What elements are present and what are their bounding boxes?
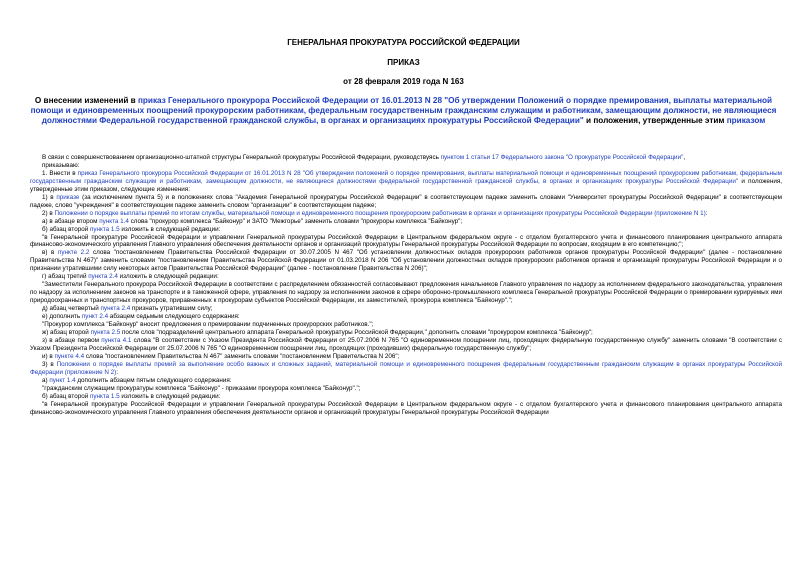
paragraph-text: после слов "подразделений центрального аппарата Генеральной прокуратуры Российской Федерации," дополнить словами "прокурором комплекса "Байконур"; <box>120 328 593 336</box>
document-body <box>30 154 782 416</box>
paragraph-text: изложить в следующей редакции: <box>119 392 221 400</box>
paragraph-text: а) в абзаце втором <box>42 217 100 225</box>
paragraph-text: слова "прокурор комплекса "Байконур" и ЗАТО "Межгорье" заменить словами "прокуроры комплекса "Байконур"; <box>128 217 463 225</box>
paragraph <box>30 361 782 377</box>
paragraph-link[interactable]: пункт 2.4 <box>81 313 109 321</box>
paragraph-link[interactable]: Положении о порядке выплаты премий по итогам службы, материальной помощи и единовременного поощрения прокурорским работникам в органах и организациях прокуратуры Российской Федерации (приложение N 1) <box>54 209 706 217</box>
paragraph-text: б) абзац второй <box>42 392 90 400</box>
paragraph-text: : <box>705 209 708 217</box>
paragraph-link[interactable]: пункта 2.4 <box>88 273 118 281</box>
paragraph-link[interactable]: приказ Генерального прокурора Российской Федерации от 16.01.2013 N 28 "Об утверждении положений о порядке премирования, выплаты материальной помощи и единовременных поощрений прокурорским работникам, федеральным государственным гражданским служащим и работникам, замещающим должности, не являющиеся должностями федеральной государственной гражданской службы, в органах и организациях прокуратуры Российской Федерации" <box>30 169 782 185</box>
paragraph <box>30 218 782 226</box>
paragraph-text: г) абзац третий <box>42 273 89 281</box>
paragraph-link[interactable]: пункт 1.4 <box>49 376 76 384</box>
paragraph-link[interactable]: пункта 1.5 <box>89 225 120 233</box>
paragraph-text: В связи с совершенствованием организационно-штатной структуры Генеральной прокуратуры Российской Федерации, руководствуясь <box>42 154 441 161</box>
paragraph-text: слова "В соответствии с Указом Президента Российской Федерации от 25.07.2006 N 765 "О единовременном поощрении лиц, проходящих федеральную государственную службу" заменить словами "В соответствии с Указом Президента Российской Федерации от 25.07.2006 N 765 "О единовременном поощрении лиц, проходящих (проходивших) федеральную государственную службу"; <box>30 336 783 352</box>
paragraph-text: изложить в следующей редакции: <box>119 225 221 233</box>
paragraph-text: б) абзац второй <box>42 225 90 233</box>
paragraph <box>30 194 782 210</box>
paragraph-text: дополнить абзацем пятым следующего содержания: <box>75 376 232 384</box>
paragraph <box>30 313 782 321</box>
paragraph-text: приказываю: <box>42 161 80 169</box>
paragraph-link[interactable]: пункта 2.4 <box>100 305 131 313</box>
paragraph-link[interactable]: пункте 2.2 <box>57 249 90 257</box>
title-order-link-2[interactable]: приказом <box>726 116 766 125</box>
paragraph-text: ж) абзац второй <box>42 328 91 336</box>
paragraph-link[interactable]: пункта 2.5 <box>90 328 121 336</box>
paragraph <box>30 249 782 273</box>
title-order-link[interactable]: приказ Генерального прокурора Российской Федерации от 16.01.2013 N 28 "Об утверждении Положений о порядке премирования, выплаты материальной помощи и единовременных поощрений прокурорским работникам, федеральным государственным гражданским служащим и работникам, замещающим должности, не являющиеся должностями Федеральной государственной гражданской службы, в органах и организациях прокуратуры Российской Федерации" <box>30 96 777 125</box>
paragraph-text: (за исключением пункта 5) и в положениях слова "Академия Генеральной прокуратуры Российской Федерации" в соответствующем падеже заменить словами "Университет прокуратуры Российской Федерации" в соответствующем падеже, слово "учреждения" в соответствующем падеже заменить словом "организации" в соответствующем падеже; <box>30 193 782 209</box>
paragraph-text: д) абзац четвертый <box>42 305 101 313</box>
paragraph <box>30 353 782 361</box>
paragraph <box>30 377 782 385</box>
paragraph <box>30 401 782 417</box>
paragraph <box>30 321 782 329</box>
paragraph-text: , <box>683 154 686 161</box>
paragraph-text: слова "постановлением Правительства Российской Федерации от 30.07.2005 N 467 "Об установлении должностных окладов прокурорских работников органов прокуратуры Российской Федерации" (далее - постановление Правительства N 467)" заменить словами "постановлением Правительства Российской Федерации от 01.03.2018 N 206 "Об установлении должностных окладов прокурорских работников органов и организаций прокуратуры Российской Федерации и о признании утратившими силу некоторых актов Правительства Российской Федерации" (далее - постановление Правительства N 206)"; <box>30 249 782 273</box>
paragraph-text: 3) в <box>42 360 57 368</box>
paragraph-link[interactable]: пунктом 1 статьи 17 Федерального закона "О прокуратуре Российской Федерации" <box>440 154 684 161</box>
paragraph-link[interactable]: Положении о порядке выплаты премий за выполнение особо важных и сложных заданий, материальной помощи и единовременного поощрения федеральным государственным гражданским служащим в органах прокуратуры Российской Федерации (приложение N 2) <box>30 360 782 376</box>
paragraph-text: "Заместители Генерального прокурора Российской Федерации в соответствии с распределением обязанностей согласовывают предложения начальников Главного управления по надзору за исполнением федерального законодательства, управления по надзору за исполнением законов на транспорте и в таможенной сфере, управления по надзору за исполнением законов в сфере оборонно-промышленного комплекса Генеральной прокуратуры Российской Федерации о премировании курируемых ими природоохранных и транспортных прокуроров, приравненных к прокурорам субъектов Российской Федерации, их заместителей, прокурора комплекса "Байконур"."; <box>30 281 782 305</box>
paragraph-text: "гражданским служащим прокуратуры комплекса "Байконур" - приказами прокурора комплекса "Байконур"."; <box>42 384 361 392</box>
paragraph-text: 1. Внести в <box>42 169 78 177</box>
paragraph-text: абзацем седьмым следующего содержания: <box>108 313 240 321</box>
paragraph <box>30 170 782 194</box>
paragraph <box>30 210 782 218</box>
paragraph <box>30 329 782 337</box>
document-date-number: от 28 февраля 2019 года N 163 <box>343 77 464 86</box>
paragraph-text: з) в абзаце первом <box>42 336 102 344</box>
paragraph-text: 1) в <box>42 193 57 201</box>
paragraph <box>30 393 782 401</box>
document-type: ПРИКАЗ <box>387 58 420 67</box>
title-text-mid: и положения, утвержденные этим <box>583 116 727 125</box>
paragraph <box>30 154 782 162</box>
paragraph-text: "в Генеральной прокуратуре Российской Федерации и управлении Генеральной прокуратуры Российской Федерации в Центральном федеральном округе - с отделом бухгалтерского учета и финансового планирования центрального аппарата финансово-экономического управления Главного управления обеспечения деятельности органов и организаций прокуратуры Генеральной прокуратуры Российской Федерации <box>30 400 782 416</box>
paragraph-link[interactable]: пункта 1.4 <box>99 217 129 225</box>
paragraph-text: изложить в следующей редакции: <box>117 273 219 281</box>
paragraph <box>30 337 782 353</box>
paragraph-link[interactable]: приказе <box>56 193 80 201</box>
paragraph-text: : <box>116 368 119 376</box>
paragraph <box>30 234 782 250</box>
paragraph-link[interactable]: пункта 4.1 <box>101 336 132 344</box>
paragraph <box>30 226 782 234</box>
paragraph-text: слова "постановлением Правительства N 467" заменить словами "постановлением Правительства N 206"; <box>84 352 400 360</box>
paragraph-text: 2) в <box>42 209 55 217</box>
paragraph-text: признать утратившим силу; <box>130 305 213 313</box>
paragraph-text: "в Генеральной прокуратуре Российской Федерации и управлении Генеральной прокуратуры Российской Федерации в Центральном федеральном округе - с отделом бухгалтерского учета и финансового планирования центрального аппарата финансово-экономического управления Главного управления обеспечения деятельности органов и организаций прокуратуры Генеральной прокуратуры Российской Федерации по вопросам, входящим в его компетенцию;"; <box>30 233 782 249</box>
paragraph <box>30 305 782 313</box>
paragraph <box>30 385 782 393</box>
agency-heading: ГЕНЕРАЛЬНАЯ ПРОКУРАТУРА РОССИЙСКОЙ ФЕДЕРАЦИИ <box>287 38 520 47</box>
paragraph-text: и положения, утвержденные этим приказом, следующие изменения: <box>30 177 782 193</box>
paragraph-text: "Прокурор комплекса "Байконур" вносит предложения о премировании подчиненных прокурорских работников."; <box>42 321 374 329</box>
paragraph-link[interactable]: пункта 1.5 <box>89 392 120 400</box>
paragraph-text: е) дополнить <box>42 313 82 321</box>
paragraph-text: в) в <box>42 249 58 257</box>
paragraph <box>30 162 782 170</box>
document-title <box>0 96 807 126</box>
title-text-start: О внесении изменений в <box>34 96 138 105</box>
paragraph-text: и) в <box>42 352 55 360</box>
paragraph <box>30 281 782 305</box>
paragraph-text: а) <box>42 376 50 384</box>
paragraph-link[interactable]: пункте 4.4 <box>54 352 85 360</box>
